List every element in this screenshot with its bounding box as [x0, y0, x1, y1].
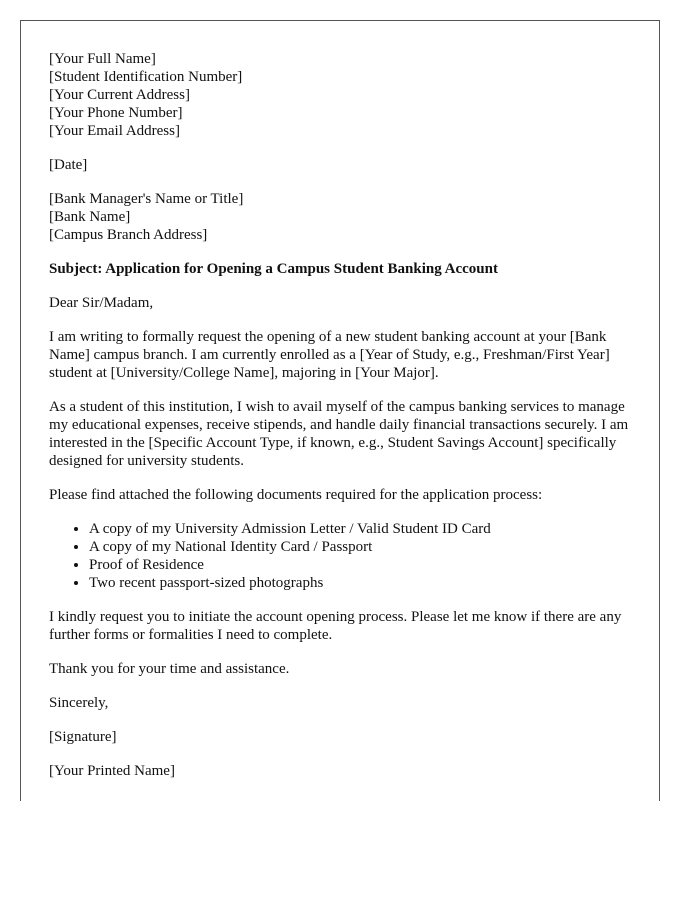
- recipient-manager: [Bank Manager's Name or Title]: [49, 191, 244, 207]
- signature: [Signature]: [49, 729, 117, 745]
- list-item: • A copy of my National Identity Card / Passport: [89, 538, 644, 556]
- recipient-bank: [Bank Name]: [49, 209, 131, 225]
- letter-page: [20, 20, 660, 801]
- paragraph-request-process: I kindly request you to initiate the account opening process. Please let me know if there are any further forms or formalities I need to complete.: [49, 609, 622, 643]
- printed-name: [Your Printed Name]: [49, 763, 175, 779]
- sender-block: [49, 50, 644, 140]
- list-item: • Proof of Residence: [89, 556, 644, 574]
- paragraph-request: I am writing to formally request the opening of a new student banking account at your [Bank Name] campus branch. I am currently enrolled as a [Year of Study, e.g., Freshman/First Year] student at [University/College Name], majoring in [Your Major].: [49, 329, 610, 381]
- sender-student-id: [Student Identification Number]: [49, 69, 243, 85]
- signoff: Sincerely,: [49, 695, 109, 711]
- paragraph-thanks: Thank you for your time and assistance.: [49, 661, 290, 677]
- salutation: Dear Sir/Madam,: [49, 295, 154, 311]
- list-item: • A copy of my University Admission Letter / Valid Student ID Card: [89, 520, 644, 538]
- sender-name: [Your Full Name]: [49, 51, 156, 67]
- paragraph-purpose: As a student of this institution, I wish to avail myself of the campus banking services to manage my educational expenses, receive stipends, and handle daily financial transactions securely. I am interested in the [Specific Account Type, if known, e.g., Student Savings Account] specifically designed for university students.: [49, 399, 629, 469]
- documents-list: [49, 520, 644, 592]
- paragraph-documents-intro: Please find attached the following documents required for the application process:: [49, 487, 543, 503]
- recipient-branch-address: [Campus Branch Address]: [49, 227, 208, 243]
- letter-subject: Subject: Application for Opening a Campus Student Banking Account: [49, 261, 498, 277]
- sender-email: [Your Email Address]: [49, 123, 180, 139]
- sender-address: [Your Current Address]: [49, 87, 190, 103]
- letter-date: [Date]: [49, 157, 88, 173]
- list-item: • Two recent passport-sized photographs: [89, 574, 644, 592]
- sender-phone: [Your Phone Number]: [49, 105, 183, 121]
- recipient-block: [49, 190, 644, 244]
- letter-body: [49, 50, 644, 780]
